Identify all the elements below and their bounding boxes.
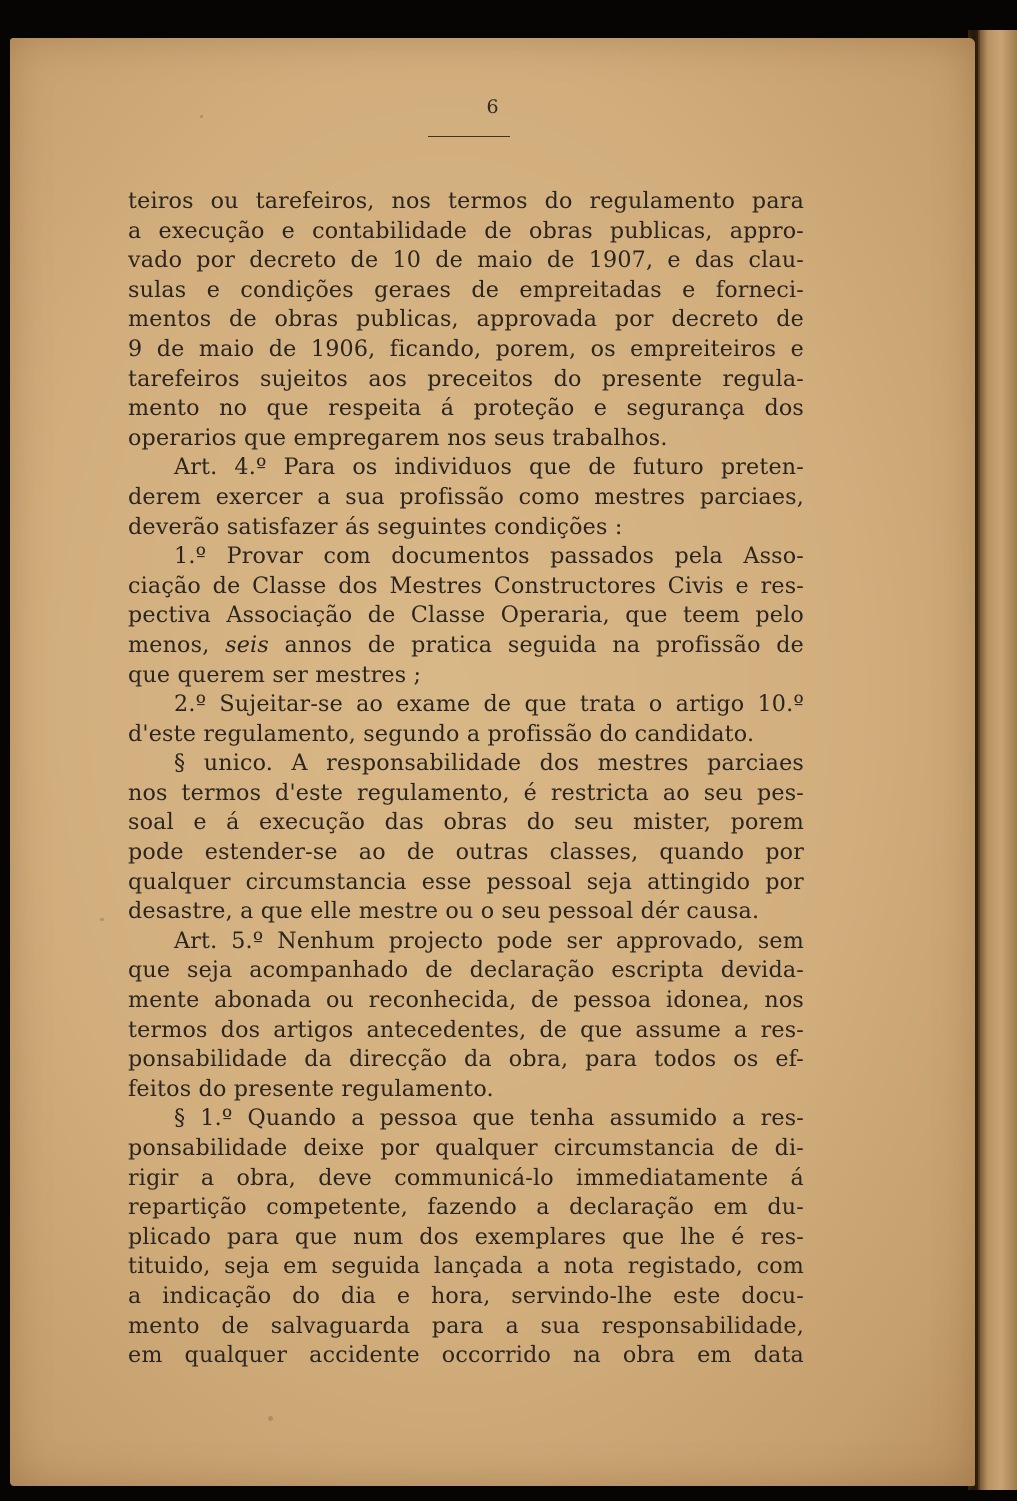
header-rule — [428, 136, 510, 137]
text-line: teiros ou tarefeiros, nos termos do regulamento para — [128, 188, 804, 214]
text-line: ciação de Classe dos Mestres Constructores Civis e res- — [128, 572, 804, 599]
text-line: em qualquer accidente occorrido na obra em data — [128, 1342, 804, 1369]
text-line: menos, seis annos de pratica seguida na profissão de — [128, 631, 804, 658]
text-line: termos dos artigos antecedentes, de que assume a res- — [128, 1016, 804, 1043]
text-line: a execução e contabilidade de obras publicas, appro- — [128, 217, 804, 244]
paper-speck — [268, 1416, 273, 1421]
text-line: que querem ser mestres ; — [128, 661, 422, 688]
paper-speck — [100, 918, 104, 921]
text-line: mentos de obras publicas, approvada por decreto de — [128, 306, 804, 333]
adjacent-page-edge — [978, 30, 1017, 1490]
text-line: Art. 5.º Nenhum projecto pode ser approvado, sem — [174, 927, 804, 954]
text-line: vado por decreto de 10 de maio de 1907, e das clau- — [128, 247, 804, 274]
text-line: rigir a obra, deve communicá-lo immediatamente á — [128, 1164, 804, 1191]
text-line: mento de salvaguarda para a sua responsabilidade, — [128, 1312, 804, 1339]
page-number: 6 — [486, 96, 499, 118]
text-line: ponsabilidade da direcção da obra, para todos os ef- — [128, 1046, 804, 1073]
text-line: 1.º Provar com documentos passados pela Asso- — [174, 543, 804, 570]
text-line: tituido, seja em seguida lançada a nota registado, com — [128, 1253, 804, 1280]
text-line: qualquer circumstancia esse pessoal seja attingido por — [128, 868, 804, 895]
text-line: derem exercer a sua profissão como mestres parciaes, — [128, 483, 804, 510]
text-line: soal e á execução das obras do seu mister, porem — [128, 809, 804, 836]
text-line: que seja acompanhado de declaração escripta devida- — [128, 957, 804, 984]
document-page — [10, 38, 975, 1486]
text-line: mento no que respeita á proteção e segurança dos — [128, 395, 804, 422]
paper-speck — [200, 115, 203, 118]
text-line: pode estender-se ao de outras classes, quando por — [128, 839, 804, 866]
text-line: d'este regulamento, segundo a profissão do candidato. — [128, 720, 755, 747]
text-line: nos termos d'este regulamento, é restricta ao seu pes- — [128, 779, 804, 806]
text-line: a indicação do dia e hora, servindo-lhe este docu- — [128, 1282, 804, 1309]
text-line: operarios que empregarem nos seus trabalhos. — [128, 424, 668, 451]
text-line: 9 de maio de 1906, ficando, porem, os empreiteiros e — [128, 335, 804, 362]
text-line: desastre, a que elle mestre ou o seu pessoal dér causa. — [128, 898, 760, 925]
text-line: feitos do presente regulamento. — [128, 1075, 494, 1102]
text-line: tarefeiros sujeitos aos preceitos do presente regula- — [128, 365, 804, 392]
text-line: pectiva Associação de Classe Operaria, que teem pelo — [128, 602, 804, 629]
text-line: § unico. A responsabilidade dos mestres parciaes — [174, 750, 804, 777]
text-line: ponsabilidade deixe por qualquer circumstancia de di- — [128, 1135, 804, 1161]
text-line: deverão satisfazer ás seguintes condições : — [128, 513, 623, 540]
text-line: Art. 4.º Para os individuos que de futuro preten- — [174, 454, 804, 481]
page-body-text — [128, 187, 804, 1371]
text-line: sulas e condições geraes de empreitadas e forneci- — [128, 276, 804, 303]
text-line: mente abonada ou reconhecida, de pessoa idonea, nos — [128, 987, 804, 1014]
text-line: 2.º Sujeitar-se ao exame de que trata o artigo 10.º — [174, 691, 804, 718]
text-line: plicado para que num dos exemplares que lhe é res- — [128, 1223, 804, 1250]
text-line: § 1.º Quando a pessoa que tenha assumido a res- — [174, 1105, 804, 1132]
text-line: repartição competente, fazendo a declaração em du- — [128, 1194, 804, 1221]
